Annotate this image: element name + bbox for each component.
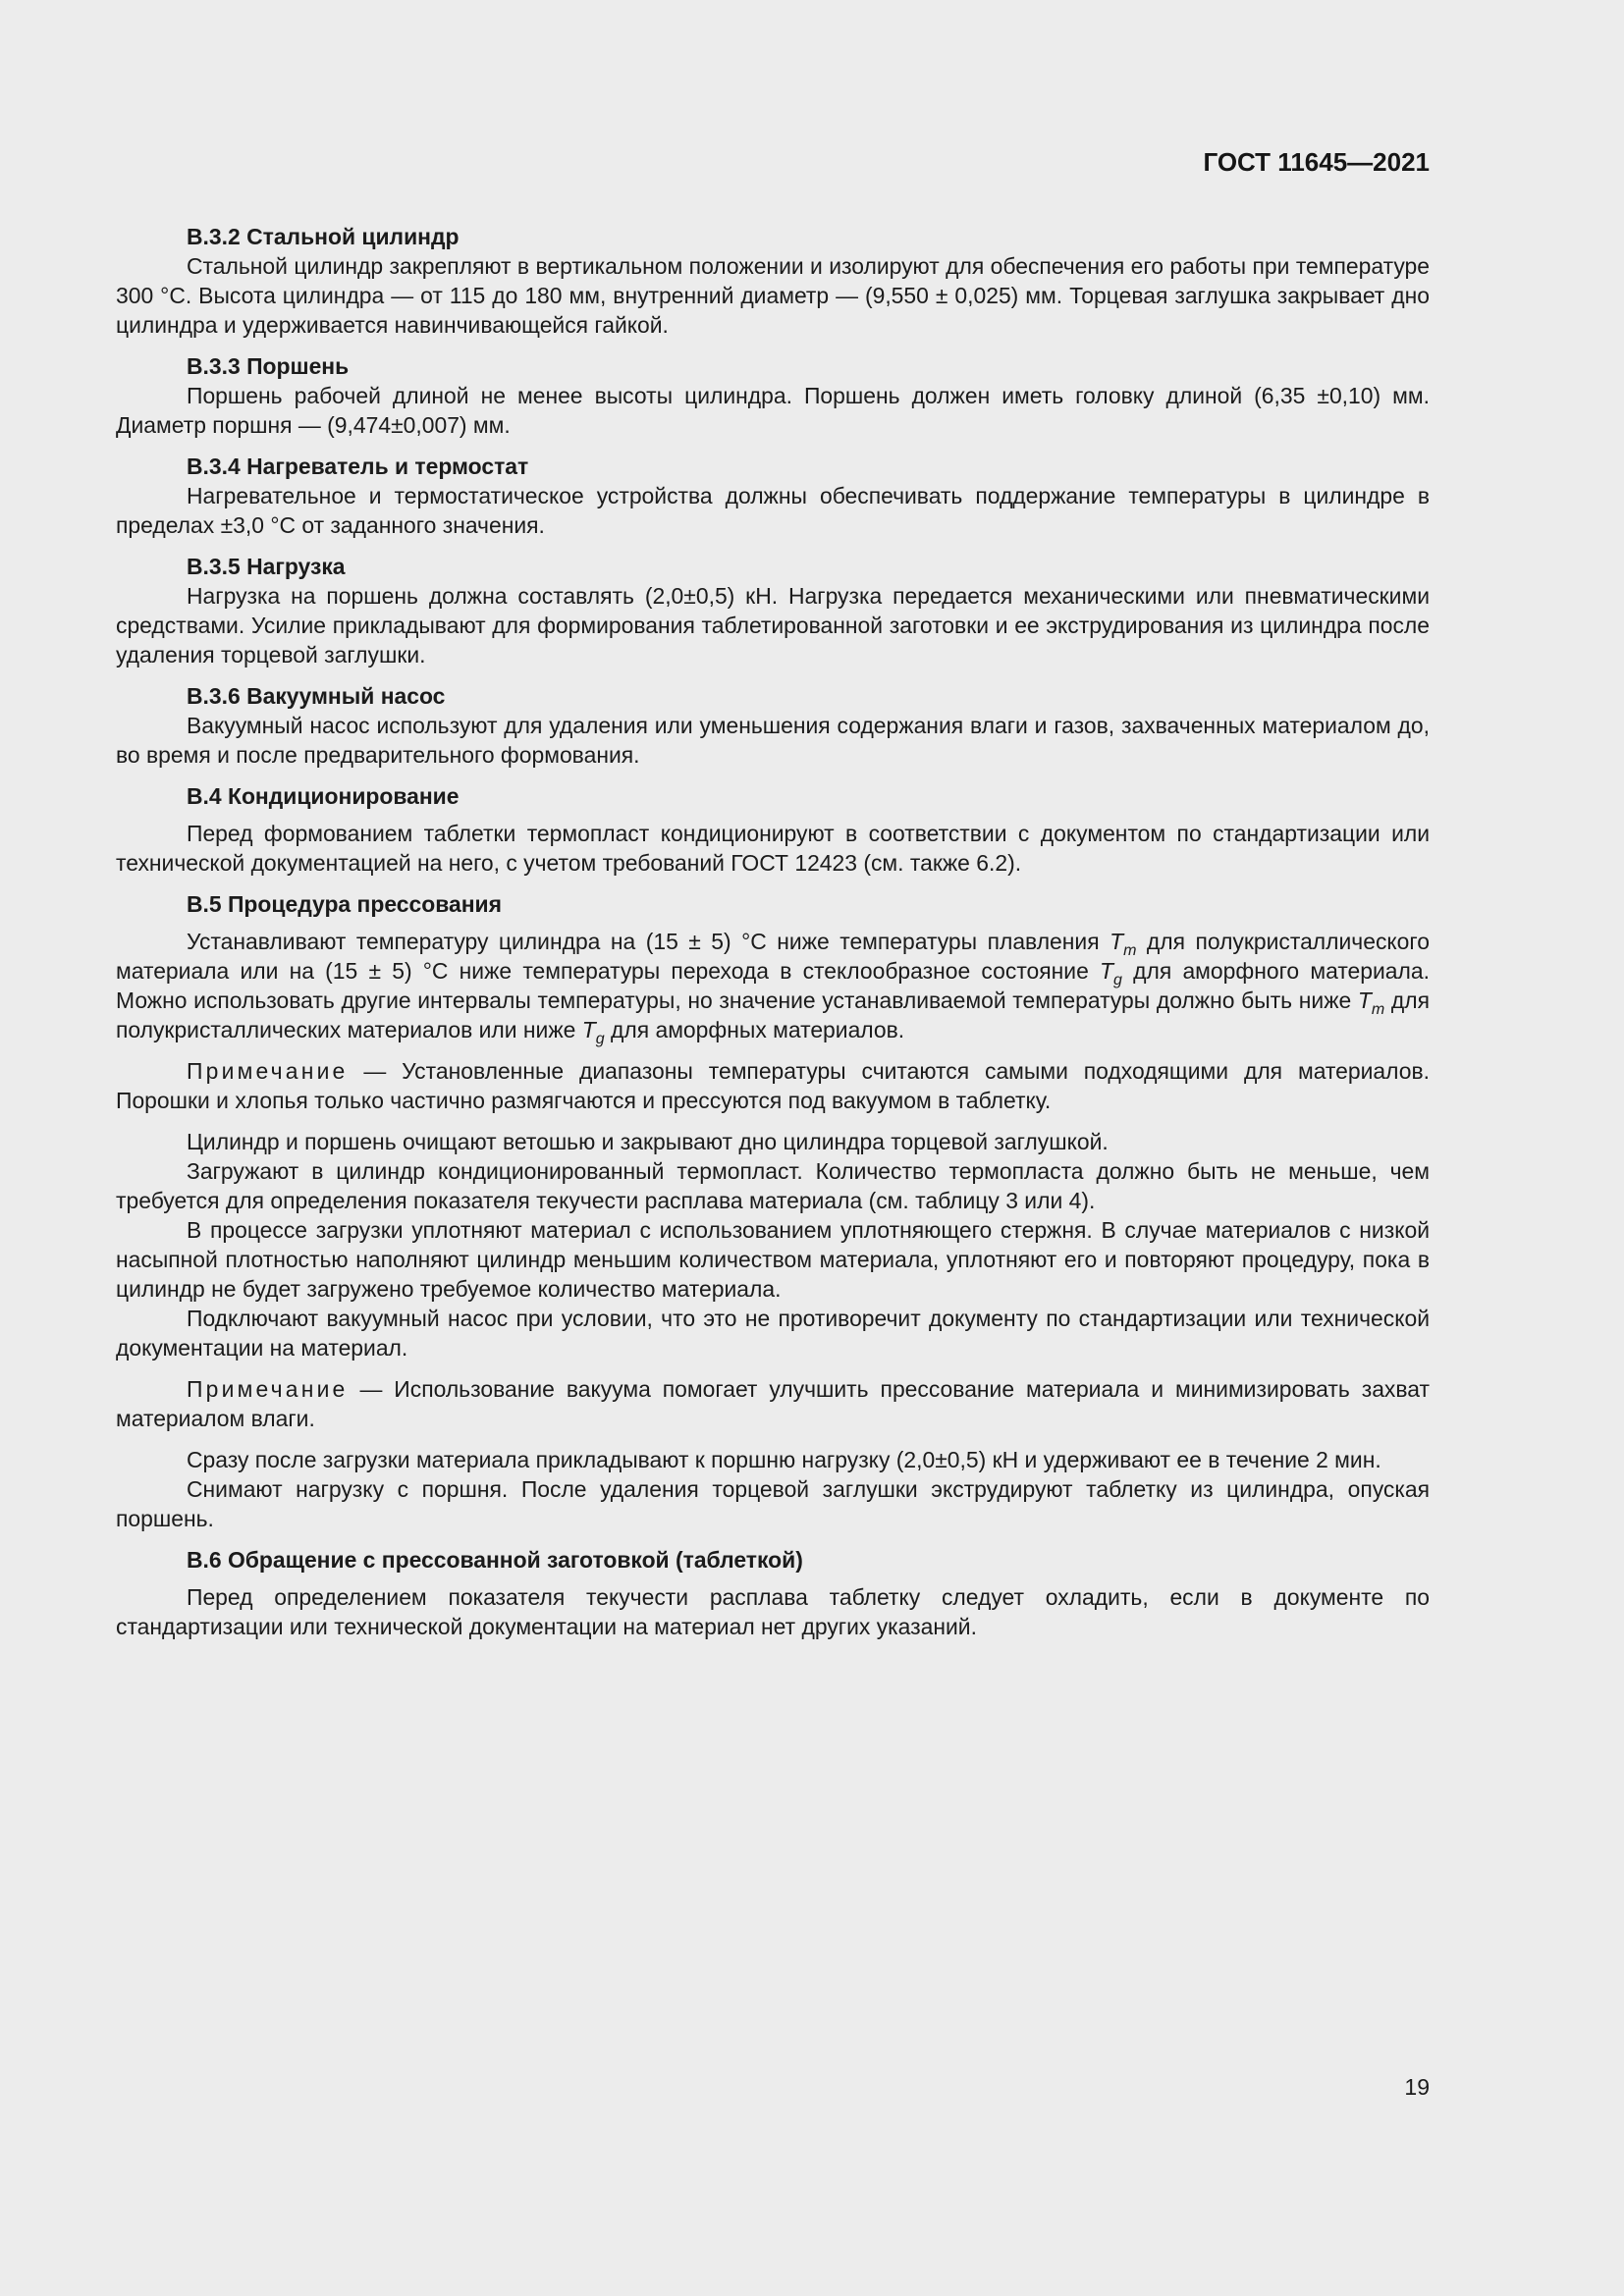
section-heading: B.3.2 Стальной цилиндр <box>187 224 460 249</box>
section-heading: B.5 Процедура прессования <box>187 891 502 917</box>
section-heading: B.6 Обращение с прессованной заготовкой (таблеткой) <box>187 1547 803 1573</box>
paragraph: Нагрузка на поршень должна составлять (2,0±0,5) кН. Нагрузка передается механическими или пневматическими средствами. Усилие прикладывают для формирования таблетированной заготовки и ее экструдирования из цилиндра после удаления торцевой заглушки. <box>116 583 1430 667</box>
section-heading: B.3.4 Нагреватель и термостат <box>187 454 529 479</box>
paragraph: Загружают в цилиндр кондиционированный термопласт. Количество термопласта должно быть не меньше, чем требуется для определения показателя текучести расплава материала (см. таблицу 3 или 4). <box>116 1158 1430 1213</box>
section-heading: B.3.6 Вакуумный насос <box>187 683 446 709</box>
section-b-3-2 <box>116 222 1430 340</box>
section-b-3-3 <box>116 351 1430 440</box>
symbol-tm: $T_m$ <box>1110 929 1137 959</box>
section-b-6 <box>116 1545 1430 1641</box>
symbol-tg: $T_g$ <box>581 1017 605 1047</box>
section-heading: B.3.3 Поршень <box>187 353 350 379</box>
section-heading: B.4 Кондиционирование <box>187 783 460 809</box>
paragraph: Цилиндр и поршень очищают ветошью и закрывают дно цилиндра торцевой заглушкой. <box>187 1129 1109 1154</box>
document-id: ГОСТ 11645—2021 <box>1203 147 1430 177</box>
paragraph: Перед определением показателя текучести расплава таблетку следует охладить, если в документе по стандартизации или технической документации на материал нет других указаний. <box>116 1584 1430 1639</box>
note-label: Примечание <box>187 1376 349 1402</box>
note: Примечание — Установленные диапазоны температуры считаются самыми подходящими для материалов. Порошки и хлопья только частично размягчаются и прессуются под вакуумом в таблетку. <box>116 1058 1430 1113</box>
section-b-5 <box>116 889 1430 1533</box>
paragraph-temperature: Устанавливают температуру цилиндра на (15 ± 5) °С ниже температуры плавления $T_m$ для полукристаллического материала или на (15 ± 5) °С ниже температуры перехода в стеклообразное состояние $T_g$ для аморфного материала. Можно использовать другие интервалы температуры, но значение устанавливаемой температуры должно быть ниже $T_m$ для полукристаллических материалов или ниже $T_g$ для аморфных материалов. <box>116 929 1431 1047</box>
symbol-tm: $T_m$ <box>1357 988 1385 1018</box>
symbol-tg: $T_g$ <box>1100 958 1122 988</box>
paragraph: Вакуумный насос используют для удаления или уменьшения содержания влаги и газов, захваченных материалом до, во время и после предварительного формования. <box>116 713 1430 768</box>
note: Примечание — Использование вакуума помогает улучшить прессование материала и минимизировать захват материалом влаги. <box>116 1376 1430 1431</box>
section-b-3-4 <box>116 452 1430 540</box>
section-b-4 <box>116 781 1430 878</box>
note-label: Примечание <box>187 1058 349 1084</box>
paragraph: Нагревательное и термостатическое устройства должны обеспечивать поддержание температуры в цилиндре в пределах ±3,0 °С от заданного значения. <box>116 483 1430 538</box>
paragraph: Поршень рабочей длиной не менее высоты цилиндра. Поршень должен иметь головку длиной (6,35 ±0,10) мм. Диаметр поршня — (9,474±0,007) мм. <box>116 383 1430 438</box>
paragraph: В процессе загрузки уплотняют материал с использованием уплотняющего стержня. В случае материалов с низкой насыпной плотностью наполняют цилиндр меньшим количеством материала, уплотняют его и повторяют процедуру, пока в цилиндр не будет загружено требуемое количество материала. <box>116 1217 1430 1302</box>
document-body <box>116 222 1430 1653</box>
paragraph: Стальной цилиндр закрепляют в вертикальном положении и изолируют для обеспечения его работы при температуре 300 °С. Высота цилиндра — от 115 до 180 мм, внутренний диаметр — (9,550 ± 0,025) мм. Торцевая заглушка закрывает дно цилиндра и удерживается навинчивающейся гайкой. <box>116 253 1430 338</box>
section-heading: B.3.5 Нагрузка <box>187 554 346 579</box>
section-b-3-6 <box>116 681 1430 770</box>
page-number: 19 <box>1404 2074 1430 2100</box>
paragraph: Снимают нагрузку с поршня. После удаления торцевой заглушки экструдируют таблетку из цилиндра, опуская поршень. <box>116 1476 1430 1531</box>
paragraph: Сразу после загрузки материала прикладывают к поршню нагрузку (2,0±0,5) кН и удерживают ее в течение 2 мин. <box>187 1447 1381 1472</box>
section-b-3-5 <box>116 552 1430 669</box>
paragraph: Подключают вакуумный насос при условии, что это не противоречит документу по стандартизации или технической документации на материал. <box>116 1306 1430 1361</box>
paragraph: Перед формованием таблетки термопласт кондиционируют в соответствии с документом по стандартизации или технической документацией на него, с учетом требований ГОСТ 12423 (см. также 6.2). <box>116 821 1430 876</box>
